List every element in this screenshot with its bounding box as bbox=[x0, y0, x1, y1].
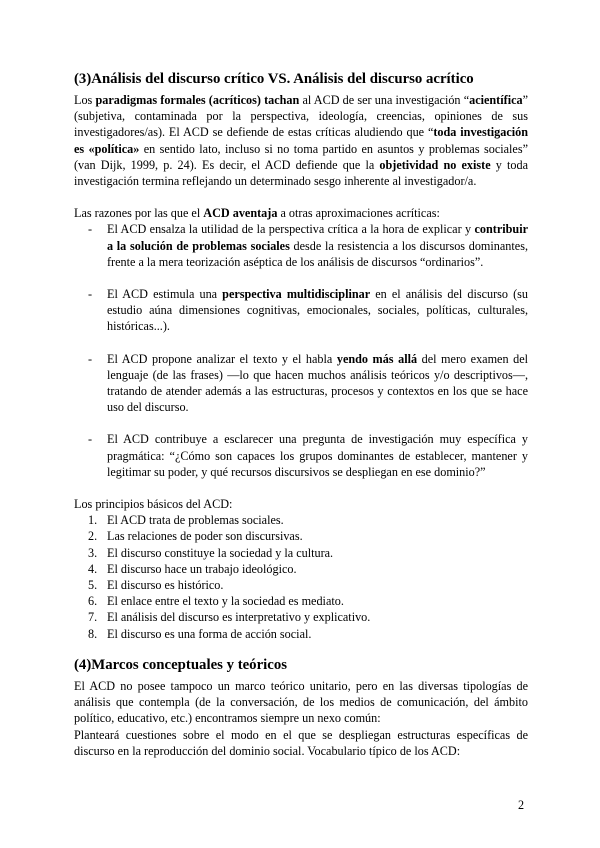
page-number: 2 bbox=[518, 798, 525, 812]
principle-item: 4. El discurso hace un trabajo ideológico. bbox=[88, 561, 297, 576]
document-page bbox=[74, 70, 528, 759]
reasons-intro: Las razones por las que el ACD aventaja a otras aproximaciones acríticas: bbox=[74, 206, 440, 221]
spacer bbox=[74, 189, 528, 205]
reason-item: - El ACD propone analizar el texto y el habla yendo más allá del mero examen del lenguaje (de las frases) —lo que hacen muchos análisis teóricos y/o descriptivos—, tratando de atender además a las estructuras, procesos y contextos en los que se hace uso del discurso. bbox=[88, 351, 528, 415]
section-3-intro-paragraph: Los paradigmas formales (acríticos) tachan al ACD de ser una investigación “acientífica” (subjetiva, contaminada por la perspectiva, ideología, creencias, opiniones de sus investigadores/as). El ACD se defiende de estas críticas aludiendo que “toda investigación es «política» en sentido lato, incluso si no toma partido en asuntos y problemas sociales” (van Dijk, 1999, p. 24). Es decir, el ACD defiende que la objetividad no existe y toda investigación termina reflejando un determinado sesgo inherente al investigador/a. bbox=[74, 93, 529, 189]
spacer bbox=[74, 642, 528, 656]
reasons-list bbox=[74, 221, 528, 480]
principle-item: 8. El discurso es una forma de acción social. bbox=[88, 626, 312, 641]
principles-intro: Los principios básicos del ACD: bbox=[74, 497, 233, 512]
principle-item: 5. El discurso es histórico. bbox=[88, 578, 224, 593]
principles-list bbox=[74, 512, 528, 642]
reason-item: - El ACD ensalza la utilidad de la perspectiva crítica a la hora de explicar y contribuir a la solución de problemas sociales desde la resistencia a los discursos dominantes, frente a la mera teorización aséptica de los análisis de discursos “ordinarios”. bbox=[88, 222, 528, 269]
section-4-paragraph-1: El ACD no posee tampoco un marco teórico unitario, pero en las diversas tipologías de análisis que contempla (de la conversación, de los medios de comunicación, del ámbito político, educativo, etc.) encontramos siempre un nexo común: bbox=[74, 678, 528, 726]
principle-item: 3. El discurso constituye la sociedad y la cultura. bbox=[88, 545, 334, 560]
section-4-heading: (4)Marcos conceptuales y teóricos bbox=[74, 656, 287, 673]
section-4-paragraph-2: Planteará cuestiones sobre el modo en el que se despliegan estructuras específicas de discurso en la reproducción del dominio social. Vocabulario típico de los ACD: bbox=[74, 727, 528, 758]
principle-item: 7. El análisis del discurso es interpretativo y explicativo. bbox=[88, 610, 371, 625]
reason-item: - El ACD estimula una perspectiva multidisciplinar en el análisis del discurso (su estudio aúna dimensiones cognitivas, emocionales, sociales, políticas, culturales, históricas...). bbox=[88, 287, 528, 334]
principle-item: 1. El ACD trata de problemas sociales. bbox=[88, 513, 284, 528]
principle-item: 2. Las relaciones de poder son discursivas. bbox=[88, 529, 303, 544]
section-3-heading: (3)Análisis del discurso crítico VS. Análisis del discurso acrítico bbox=[74, 71, 474, 87]
principle-item: 6. El enlace entre el texto y la sociedad es mediato. bbox=[88, 594, 344, 609]
reason-item: - El ACD contribuye a esclarecer una pregunta de investigación muy específica y pragmática: “¿Cómo son capaces los grupos dominantes de establecer, mantener y legitimar su poder, y qué recursos discursivos se despliegan en ese dominio?” bbox=[88, 432, 528, 479]
